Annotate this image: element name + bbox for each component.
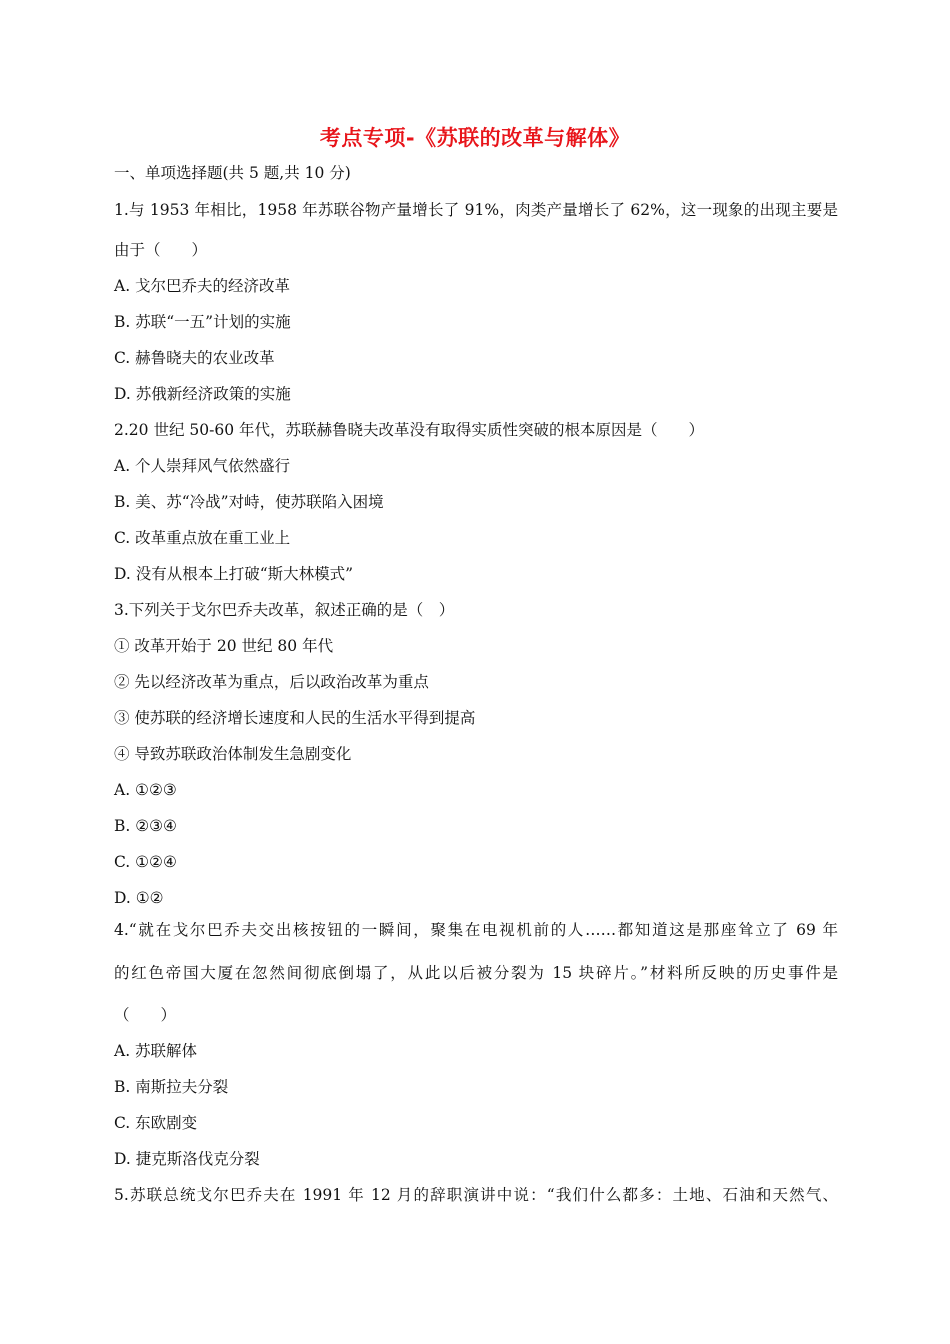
question-4-option-b: B. 南斯拉夫分裂 — [114, 1078, 229, 1096]
question-5-stem-line-1: 5.苏联总统戈尔巴乔夫在 1991 年 12 月的辞职演讲中说：“我们什么都多：土地、石油和天然气、 — [114, 1186, 838, 1204]
question-3-option-b: B. ②③④ — [114, 817, 177, 835]
question-1-option-b: B. 苏联“一五”计划的实施 — [114, 313, 291, 331]
question-3-stem: 3.下列关于戈尔巴乔夫改革，叙述正确的是（ ） — [114, 601, 455, 619]
question-3-option-a: A. ①②③ — [114, 781, 177, 799]
question-3-statement-2: ② 先以经济改革为重点，后以政治改革为重点 — [114, 673, 429, 691]
question-3-statement-3: ③ 使苏联的经济增长速度和人民的生活水平得到提高 — [114, 709, 476, 727]
question-2-stem: 2.20 世纪 50-60 年代，苏联赫鲁晓夫改革没有取得实质性突破的根本原因是（ ） — [114, 421, 704, 439]
question-1-stem-line-1: 1.与 1953 年相比，1958 年苏联谷物产量增长了 91%，肉类产量增长了 62%，这一现象的出现主要是 — [114, 201, 838, 219]
question-4-stem-line-1: 4.“就在戈尔巴乔夫交出核按钮的一瞬间，聚集在电视机前的人……都知道这是那座耸立了 69 年 — [114, 921, 838, 939]
question-3-option-d: D. ①② — [114, 889, 164, 907]
question-1-option-c: C. 赫鲁晓夫的农业改革 — [114, 349, 275, 367]
question-1-option-d: D. 苏俄新经济政策的实施 — [114, 385, 291, 403]
question-4-option-c: C. 东欧剧变 — [114, 1114, 198, 1132]
question-4-stem-line-3: （ ） — [114, 1006, 177, 1024]
section-heading: 一、单项选择题(共 5 题,共 10 分) — [114, 164, 351, 182]
page-title: 考点专项-《苏联的改革与解体》 — [319, 126, 631, 150]
question-2-option-c: C. 改革重点放在重工业上 — [114, 529, 291, 547]
question-3-statement-1: ① 改革开始于 20 世纪 80 年代 — [114, 637, 334, 655]
question-1-stem-line-2: 由于（ ） — [114, 241, 208, 259]
question-4-option-d: D. 捷克斯洛伐克分裂 — [114, 1150, 260, 1168]
question-1-option-a: A. 戈尔巴乔夫的经济改革 — [114, 277, 291, 295]
question-2-option-b: B. 美、苏“冷战”对峙，使苏联陷入困境 — [114, 493, 384, 511]
question-3-statement-4: ④ 导致苏联政治体制发生急剧变化 — [114, 745, 352, 763]
question-4-option-a: A. 苏联解体 — [114, 1042, 198, 1060]
question-4-stem-line-2: 的红色帝国大厦在忽然间彻底倒塌了，从此以后被分裂为 15 块碎片。”材料所反映的历史事件是 — [114, 964, 838, 982]
question-2-option-d: D. 没有从根本上打破“斯大林模式” — [114, 565, 354, 583]
question-3-option-c: C. ①②④ — [114, 853, 177, 871]
question-2-option-a: A. 个人崇拜风气依然盛行 — [114, 457, 291, 475]
